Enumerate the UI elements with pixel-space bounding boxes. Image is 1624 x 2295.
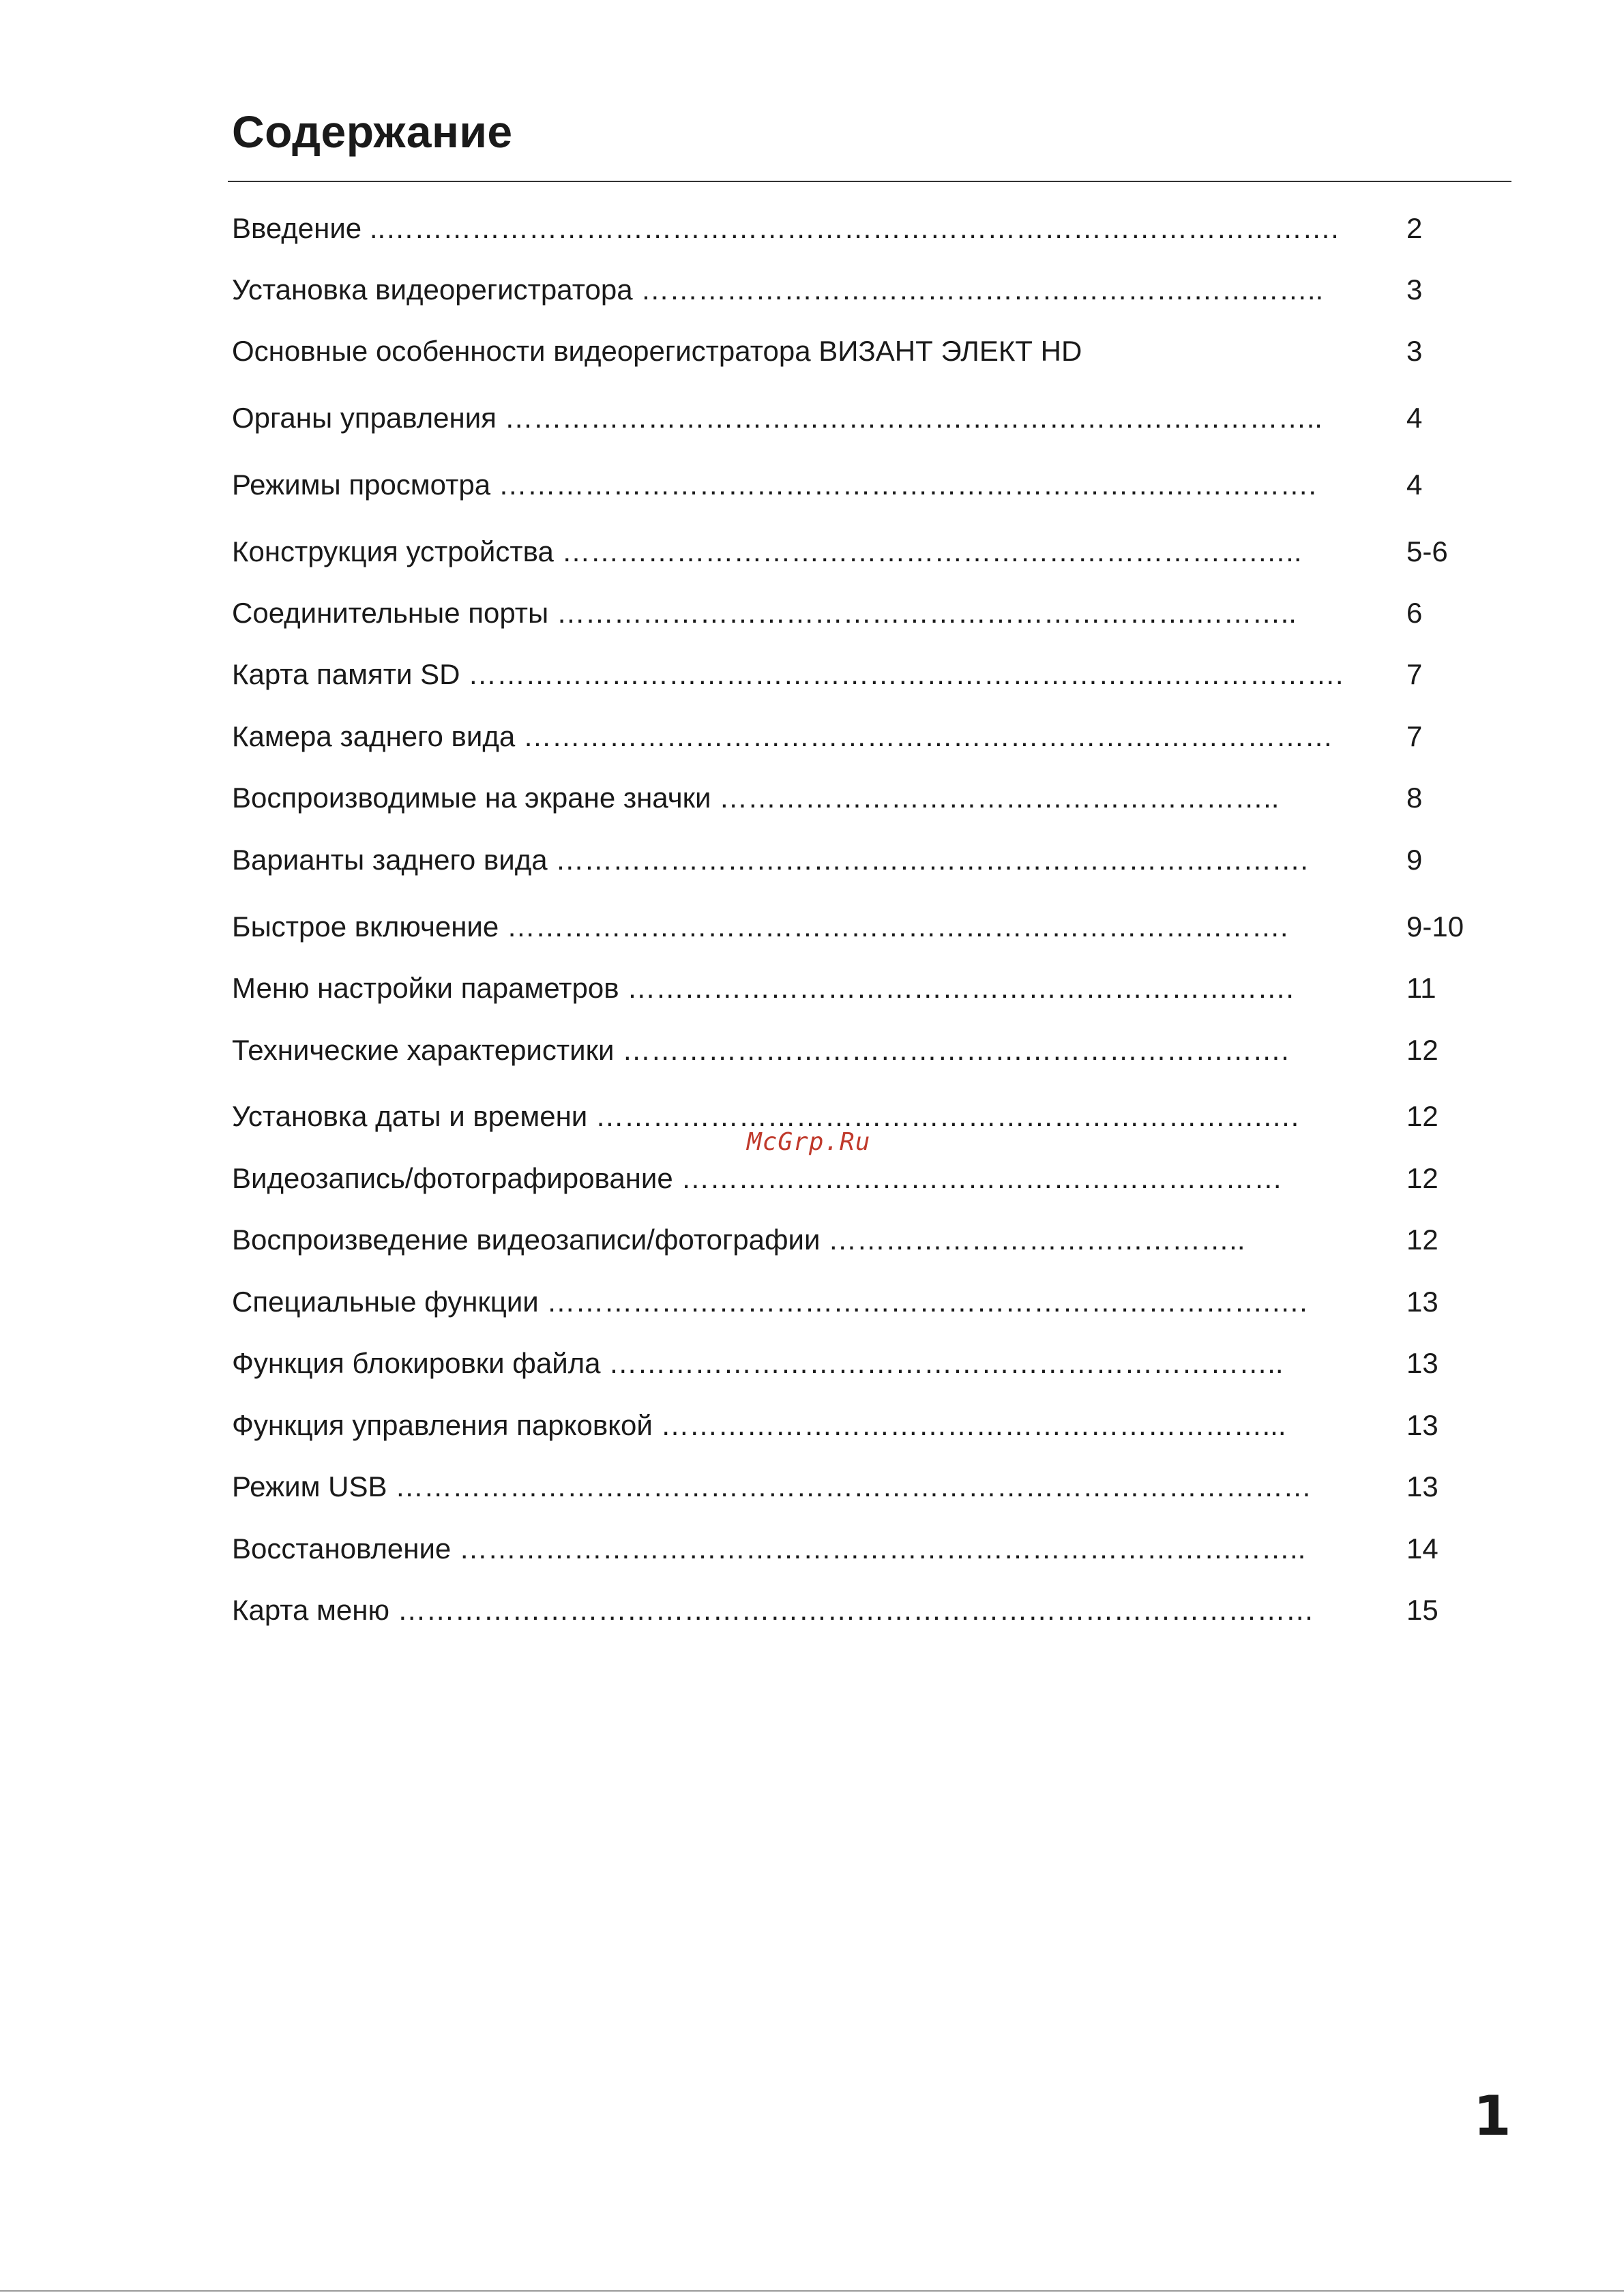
toc-entry-label: Специальные функции ………………………………………………………………….….	[232, 1286, 1308, 1318]
toc-entry[interactable]	[232, 1343, 1501, 1384]
toc-entry-page: 11	[1406, 972, 1436, 1004]
toc-entry[interactable]	[232, 778, 1501, 818]
toc-entry-label: Восстановление ……………………………………………………………………………..	[232, 1533, 1306, 1565]
toc-entry-page: 3	[1406, 273, 1423, 306]
toc-entry-label: Установка даты и времени …………………………………………………………….….	[232, 1100, 1299, 1132]
toc-entry-label: Карта памяти SD ……………………………………………………………….……………….	[232, 658, 1344, 690]
toc-entry[interactable]	[232, 840, 1501, 880]
toc-entry-page: 6	[1406, 597, 1423, 629]
toc-entry[interactable]	[232, 1158, 1501, 1199]
toc-entry[interactable]	[232, 1466, 1501, 1507]
toc-entry[interactable]	[232, 593, 1501, 634]
page-title: Содержание	[232, 106, 513, 157]
toc-entry-page: 13	[1406, 1347, 1438, 1379]
toc-entry[interactable]	[232, 1030, 1501, 1071]
toc-entry-page: 7	[1406, 720, 1423, 752]
page-number: 1	[1473, 2084, 1511, 2148]
toc-entry-label: Камера заднего вида ………………………………………………………….………………	[232, 720, 1333, 752]
toc-entry[interactable]	[232, 716, 1501, 757]
toc-entry-label: Видеозапись/фотографирование ………………………………………………………	[232, 1162, 1283, 1194]
toc-entry-label: Функция блокировки файла ……………………………………………………………..	[232, 1347, 1284, 1379]
toc-entry[interactable]	[232, 1590, 1501, 1631]
toc-entry-page: 4	[1406, 469, 1423, 501]
toc-entry-page: 5-6	[1406, 535, 1448, 567]
toc-entry-label: Установка видеорегистратора ………………………………………………….…………..	[232, 273, 1324, 306]
toc-entry[interactable]	[232, 464, 1501, 505]
toc-entry[interactable]	[232, 654, 1501, 695]
toc-entry[interactable]	[232, 906, 1501, 947]
toc-entry-label: Воспроизведение видеозаписи/фотографии ……………………………………..	[232, 1224, 1245, 1256]
toc-entry[interactable]	[232, 1282, 1501, 1322]
toc-entry[interactable]	[232, 398, 1501, 439]
watermark: McGrp.Ru	[747, 1128, 871, 1156]
toc-entry[interactable]	[232, 1405, 1501, 1446]
toc-entry[interactable]	[232, 208, 1501, 249]
toc-entry-label: Функция управления парковкой ………………………………………………………...	[232, 1409, 1286, 1441]
toc-entry-page: 12	[1406, 1034, 1438, 1066]
toc-entry-page: 7	[1406, 658, 1423, 690]
toc-entry-label: Соединительные порты ………………………………………………………….………..	[232, 597, 1297, 629]
toc-entry-page: 8	[1406, 782, 1423, 814]
toc-entry-label: Варианты заднего вида …………………………………………………………………….	[232, 844, 1308, 876]
toc-entry-label: Воспроизводимые на экране значки …………………………………………………..	[232, 782, 1280, 814]
toc-entry-page: 12	[1406, 1162, 1438, 1194]
toc-entry-page: 9	[1406, 844, 1423, 876]
toc-entry-label: Карта меню ……………………………………………………………………………………	[232, 1594, 1314, 1626]
toc-entry-page: 14	[1406, 1533, 1438, 1565]
toc-entry[interactable]	[232, 968, 1501, 1009]
toc-entry-page: 13	[1406, 1409, 1438, 1441]
toc-entry[interactable]	[232, 269, 1501, 310]
toc-entry-label: Органы управления …………………………………………………………………………..	[232, 402, 1323, 434]
toc-entry-page: 3	[1406, 335, 1423, 367]
toc-entry-label: Конструкция устройства ……………………………………………………………….…..	[232, 535, 1302, 567]
toc-entry-label: Режимы просмотра …………………………………………………………….…………….	[232, 469, 1317, 501]
toc-entry[interactable]	[232, 331, 1501, 372]
toc-entry-label: Введение ..……………………………………………………………………………………….	[232, 212, 1339, 244]
toc-entry-page: 12	[1406, 1100, 1438, 1132]
toc-entry[interactable]	[232, 531, 1501, 572]
toc-entry[interactable]	[232, 1219, 1501, 1260]
toc-entry-page: 13	[1406, 1286, 1438, 1318]
toc-entry-page: 15	[1406, 1594, 1438, 1626]
toc-entry-page: 4	[1406, 402, 1423, 434]
toc-entry-page: 13	[1406, 1470, 1438, 1502]
toc-entry[interactable]	[232, 1528, 1501, 1569]
toc-entry-page: 12	[1406, 1224, 1438, 1256]
toc-entry-page: 9-10	[1406, 910, 1464, 943]
toc-entry-label: Меню настройки параметров …………………………………………………………….	[232, 972, 1294, 1004]
toc-entry-page: 2	[1406, 212, 1423, 244]
toc-entry-label: Быстрое включение ……………………………………………………………………….	[232, 910, 1288, 943]
toc-entry-label: Режим USB ……………………………………………………………………………………	[232, 1470, 1312, 1502]
toc-entry-label: Технические характеристики …………………………………………………………….	[232, 1034, 1289, 1066]
page-bottom-divider	[0, 2290, 1624, 2292]
toc-entry-label: Основные особенности видеорегистратора ВИЗАНТ ЭЛЕКТ HD	[232, 335, 1082, 367]
